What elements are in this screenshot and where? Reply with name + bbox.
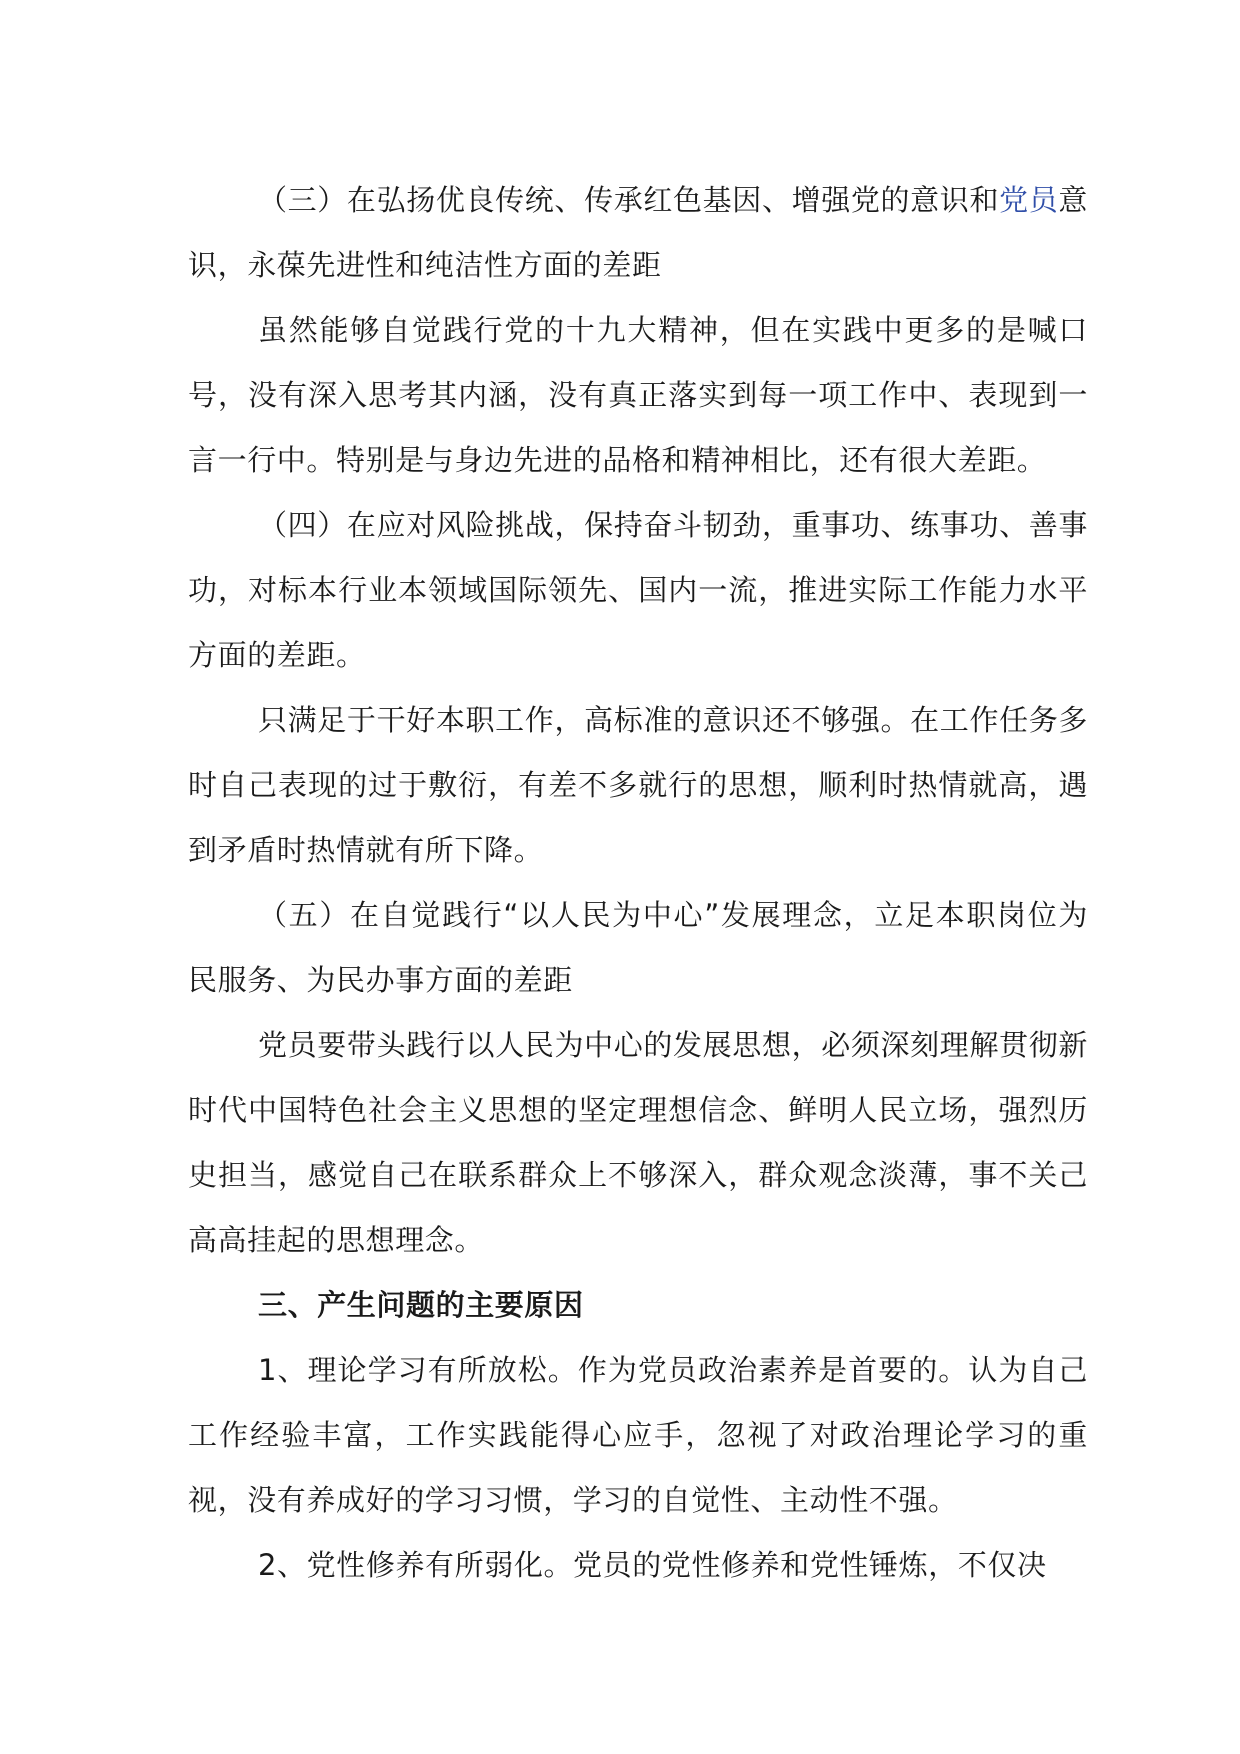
paragraph-section-4-body: 只满足于干好本职工作，高标准的意识还不够强。在工作任务多时自己表现的过于敷衍，有差不多就行的思想，顺利时热情就高，遇到矛盾时热情就有所下降。 [188,703,1088,867]
paragraph-section-5-heading: （五）在自觉践行“以人民为中心”发展理念，立足本职岗位为民服务、为民办事方面的差距 [188,898,1088,997]
document-body [188,168,1088,1598]
party-member-link[interactable]: 党员 [999,183,1059,217]
paragraph-section-3-heading [188,168,1088,298]
section-heading-main-causes: 三、产生问题的主要原因 [258,1288,584,1322]
paragraph-text: 意识，永葆先进性和纯洁性方面的差距 [188,183,1088,282]
paragraph-section-3-body: 虽然能够自觉践行党的十九大精神，但在实践中更多的是喊口号，没有深入思考其内涵，没有真正落实到每一项工作中、表现到一言一行中。特别是与身边先进的品格和精神相比，还有很大差距。 [188,313,1088,477]
paragraph-text: （三）在弘扬优良传统、传承红色基因、增强党的意识和 [258,183,1000,217]
paragraph-cause-2: 2、党性修养有所弱化。党员的党性修养和党性锤炼，不仅决 [258,1548,1047,1582]
paragraph-cause-1: 1、理论学习有所放松。作为党员政治素养是首要的。认为自己工作经验丰富，工作实践能得心应手，忽视了对政治理论学习的重视，没有养成好的学习习惯，学习的自觉性、主动性不强。 [188,1353,1088,1517]
paragraph-section-5-body: 党员要带头践行以人民为中心的发展思想，必须深刻理解贯彻新时代中国特色社会主义思想的坚定理想信念、鲜明人民立场，强烈历史担当，感觉自己在联系群众上不够深入，群众观念淡薄，事不关己高高挂起的思想理念。 [188,1028,1088,1257]
paragraph-section-4-heading: （四）在应对风险挑战，保持奋斗韧劲，重事功、练事功、善事功，对标本行业本领域国际领先、国内一流，推进实际工作能力水平方面的差距。 [188,508,1088,672]
